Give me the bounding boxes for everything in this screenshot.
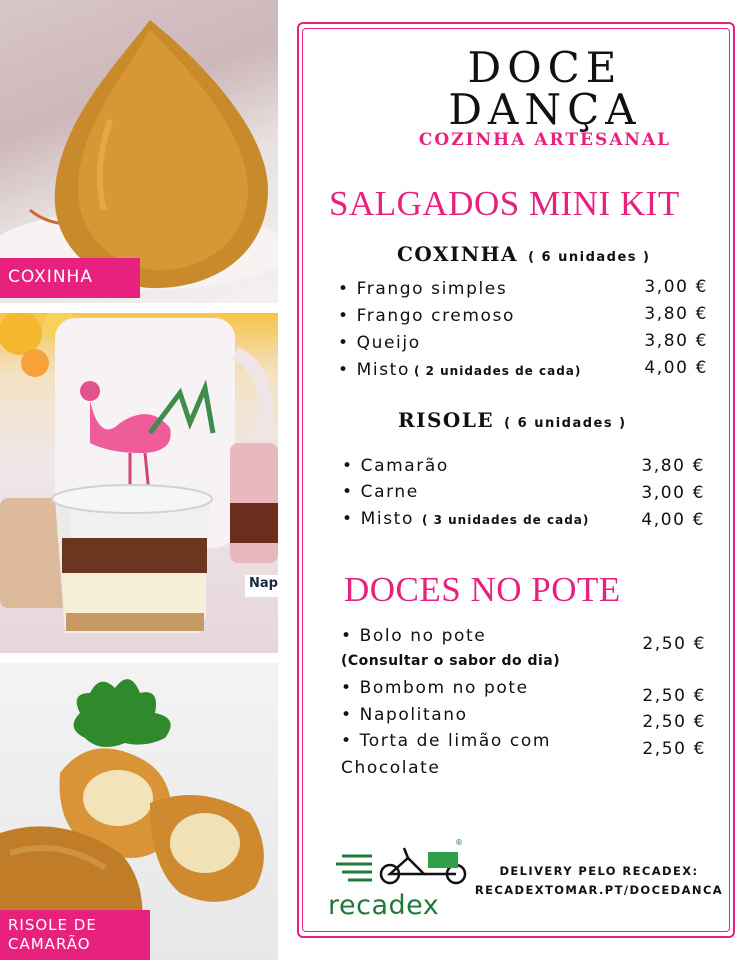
menu-item — [338, 333, 421, 353]
menu-item-price: 2,50 € — [642, 686, 706, 706]
menu-item-continuation: Chocolate — [341, 758, 441, 778]
subheading-coxinha — [397, 242, 650, 266]
menu-item — [338, 360, 581, 380]
subheading-name: COXINHA — [397, 242, 519, 266]
menu-item — [338, 306, 515, 326]
menu-item — [338, 279, 507, 299]
risole-photo — [0, 663, 278, 960]
subheading-risole — [398, 408, 627, 432]
menu-item-note: ( 2 unidades de cada) — [413, 364, 582, 378]
photo-label-risole — [0, 910, 150, 960]
menu-item-price: 2,50 € — [642, 712, 706, 732]
section-title-salgados: SALGADOS MINI KIT — [329, 184, 680, 223]
menu-item-label: • Bolo no pote — [341, 626, 487, 646]
menu-item-price: 2,50 € — [642, 634, 706, 654]
menu-item — [341, 678, 529, 698]
photo-label-line: RISOLE DE — [8, 916, 97, 934]
menu-item — [341, 626, 486, 646]
menu-item-label: • Frango simples — [338, 279, 508, 299]
menu-item — [342, 509, 589, 529]
photo-label-coxinha — [0, 258, 140, 298]
delivery-info — [474, 862, 724, 900]
delivery-url: RECADEXTOMAR.PT/DOCEDANCA — [474, 883, 724, 897]
menu-item-note: ( 3 unidades de cada) — [421, 513, 590, 527]
subheading-qty: ( 6 unidades ) — [504, 416, 627, 431]
menu-item-price: 2,50 € — [642, 739, 706, 759]
menu-item-label: • Napolitano — [341, 705, 468, 725]
menu-item-price: 3,80 € — [644, 304, 708, 324]
menu-item-label: • Carne — [342, 482, 419, 502]
brigadeiros-photo — [0, 313, 278, 653]
photo-label-line: COXINHA — [8, 267, 93, 287]
menu-item-label: • Queijo — [338, 333, 421, 353]
menu-item-note: (Consultar o sabor do dia) — [341, 653, 561, 669]
menu-item-price: 3,80 € — [644, 331, 708, 351]
menu-item-price: 4,00 € — [644, 358, 708, 378]
menu-item-price: 3,00 € — [644, 277, 708, 297]
recadex-logo-text: recadex — [328, 890, 440, 921]
subheading-name: RISOLE — [398, 408, 495, 432]
menu-item-price: 4,00 € — [641, 510, 705, 530]
brand-tagline: COZINHA ARTESANAL — [418, 130, 672, 150]
menu-item-label: • Bombom no pote — [341, 678, 529, 698]
menu-item-label: • Camarão — [342, 456, 449, 476]
menu-item-price: 3,80 € — [641, 456, 705, 476]
menu-item — [342, 456, 449, 476]
cup-text: Nap — [249, 576, 278, 591]
menu-item — [341, 731, 551, 751]
menu-item-label: • Torta de limão com — [341, 731, 551, 751]
menu-frame-inner — [302, 28, 730, 932]
menu-item — [341, 705, 468, 725]
menu-item-label: • Frango cremoso — [338, 306, 515, 326]
menu-item — [342, 482, 419, 502]
photo-label-line: CAMARÃO — [8, 935, 91, 953]
brand-line-2: DANÇA — [448, 85, 642, 134]
section-title-doces: DOCES NO POTE — [344, 570, 621, 609]
registered-mark: ® — [455, 838, 463, 847]
menu-item-label: • Misto — [342, 509, 414, 529]
brigadeiros-illustration — [0, 313, 278, 653]
subheading-qty: ( 6 unidades ) — [528, 250, 651, 265]
coxinha-photo — [0, 0, 278, 303]
menu-item-price: 3,00 € — [641, 483, 705, 503]
brand-line-1: DOCE — [467, 43, 623, 92]
delivery-line: DELIVERY PELO RECADEX: — [499, 864, 699, 878]
menu-item-label: • Misto — [338, 360, 410, 380]
